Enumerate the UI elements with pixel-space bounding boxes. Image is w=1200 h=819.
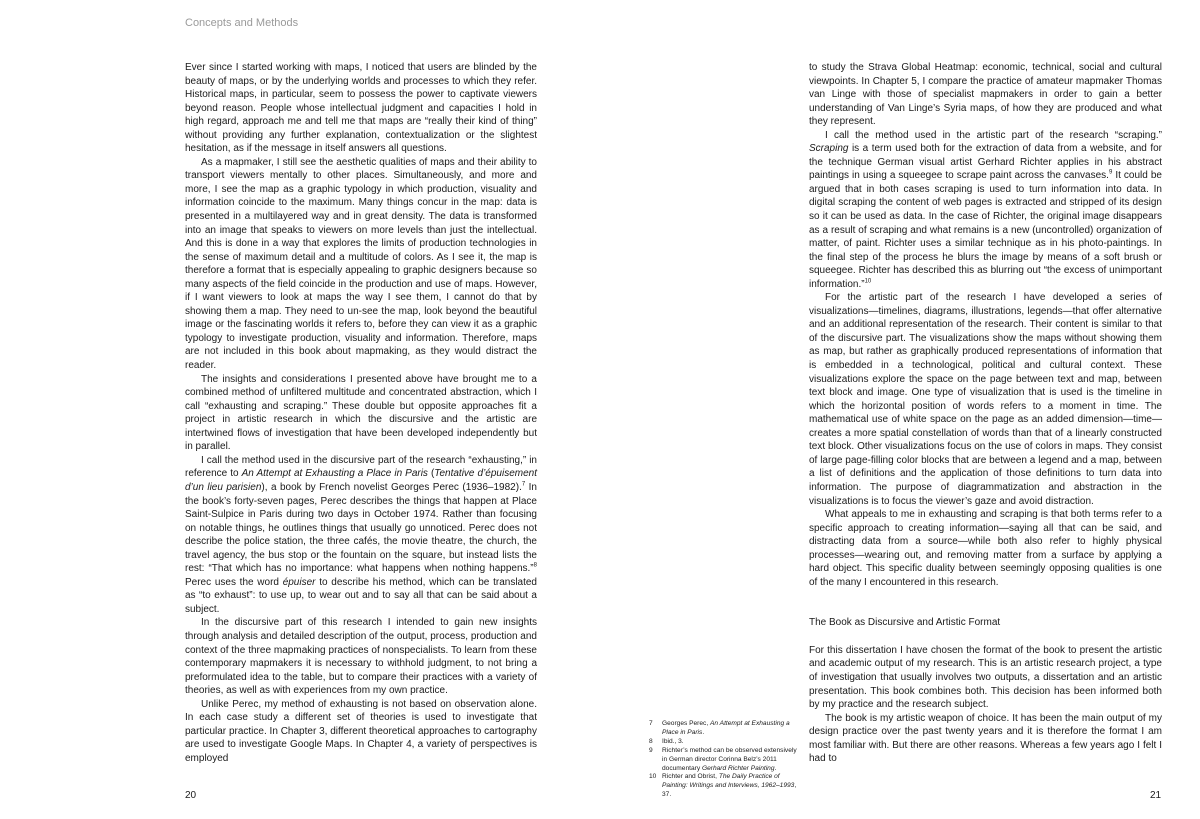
footnote bbox=[649, 720, 801, 738]
footnote-number: 10 bbox=[649, 773, 657, 781]
footnote-number: 9 bbox=[649, 746, 653, 754]
footnote-ref: 7 bbox=[521, 481, 526, 488]
paragraph: The insights and considerations I presented above have brought me to a combined method of unfiltered multitude and concentrated abstraction, which I call “exhausting and scraping.” These double but opposite approaches fit a project in artistic research in which the discursive and the artistic are intertwined flows of investigation that have been developed independently but in parallel. bbox=[185, 373, 537, 453]
text-run: In the book’s forty-seven pages, Perec describes the things that happen at Place Saint-Sulpice in Paris during two days in October 1974. Rather than focusing on notable things, he outlines things that usually go unnoticed. Perec does not describe the police station, the three cafés, the movie theatre, the church, the travel agency, the bus stop or the fountain on the square, but instead lists the rest: “That which has no importance: what happens when nothing happens.” bbox=[185, 481, 537, 575]
paragraph: For this dissertation I have chosen the format of the book to present the artistic and academic output of my research. This is an artistic research project, a type of investigation that usually involves two outputs, a dissertation and an artistic presentation. This book combines both. This decision has been informed both by my practice and the research subject. bbox=[809, 644, 1162, 711]
paragraph: to study the Strava Global Heatmap: economic, technical, social and cultural viewpoints. In Chapter 5, I compare the practice of amateur mapmaker Thomas van Linge with those of specialist mapmakers in order to gain a better understanding of Van Linge’s Syria maps, of how they are produced and what they represent. bbox=[809, 62, 1162, 128]
left-text-column bbox=[185, 61, 537, 765]
text-run: It could be argued that in both cases scraping is used to turn information into data. In digital scraping the content of web pages is extracted and stripped of its design so it can be used as data. In the case of Richter, the original image disappears as a result of scraping and what remains is a new (uncontrolled) organization of matter, of paint. Richter uses a similar technique as in his photo-paintings. In the final step of the process he blurs the image by means of a soft brush or squeegee. Richter has described this as blurring out “the excess of unimportant information.” bbox=[809, 170, 1162, 290]
footnote-text bbox=[662, 747, 801, 774]
running-head: Concepts and Methods bbox=[185, 17, 299, 29]
page-number-right: 21 bbox=[1150, 790, 1162, 801]
footnote-italic: The Daily Practice of Painting: Writings and Interviews, 1962–1993 bbox=[662, 773, 795, 790]
footnote-ref: 10 bbox=[864, 278, 872, 285]
spacer bbox=[809, 589, 1162, 616]
spacer bbox=[809, 630, 1162, 644]
text-run: is a term used both for the extraction of data from a website, and for the technique German visual artist Gerhard Richter applies in his abstract paintings in using a squeegee to scrape paint across the canvases. bbox=[809, 143, 1162, 182]
paragraph: What appeals to me in exhausting and scraping is that both terms refer to a specific approach to creating information—saying all that can be said, and distracting data from a source—while both also refer to highly physical processes—wearing out, and removing matter from a surface by applying a hard object. This specific duality between seemingly opposing qualities is one of the many I encountered in this research. bbox=[809, 509, 1162, 588]
footnote-ref: 9 bbox=[1108, 170, 1113, 177]
paragraph: For the artistic part of the research I have developed a series of visualizations—timelines, diagrams, illustrations, legends—that offer alternative and an additional representation of the research. Their content is similar to that of the discursive part. The visualizations show the maps without showing them as map, but rather as graphically produced representations of information that is embedded in a technological, political and cultural context. These visualizations explore the space on the page between text and map, between text block and image. One type of visualization that is used is the timeline in which the horizontal position of words refers to a moment in time. The mathematical use of white space on the page as an added dimension—time—creates a more spatial constellation of words than that of a linearly constructed text block. Other visualizations focus on the use of colors in maps. They consist of large page-filling color blocks that are between a legend and a map, between a list of definitions and the application of those definitions to turn data into information. The purpose of diagrammatization and abstraction in the visualizations is to focus the viewer’s gaze and avoid distraction. bbox=[809, 292, 1162, 507]
text-run: . bbox=[774, 764, 777, 772]
text-run: , 37. bbox=[662, 782, 797, 799]
footnotes bbox=[649, 720, 801, 800]
text-run: ( bbox=[427, 468, 435, 480]
paragraph: In the discursive part of this research I intended to gain new insights through analysis and detailed description of the output, process, production and context of the three mapmaking practices of nonspecialists. To learn from these contemporary mapmakers it is necessary to withhold judgment, to not bring a preformulated idea to the table, but to compare their practices with a variety of theories, as well as with experiences from my own practice. bbox=[185, 617, 537, 697]
section-heading: The Book as Discursive and Artistic Format bbox=[809, 617, 1001, 629]
paragraph bbox=[185, 454, 537, 617]
footnote-number: 8 bbox=[649, 737, 653, 745]
text-run: . bbox=[702, 728, 705, 736]
text-run: Richter and Obrist, bbox=[662, 773, 719, 781]
footnote-ref: 8 bbox=[533, 562, 537, 569]
footnote-italic: Gerhard Richter Painting bbox=[701, 764, 775, 772]
text-run: Ibid., 3. bbox=[662, 737, 684, 745]
text-run: ), a book by French novelist Georges Perec (1936–1982). bbox=[261, 481, 522, 493]
footnote-text bbox=[662, 738, 801, 747]
text-run: Richter’s method can be observed extensively in German director Corinna Belz’s 2011 documentary bbox=[662, 746, 797, 772]
italic-word: épuiser bbox=[282, 576, 316, 588]
footnote-italic: An Attempt at Exhausting a Place in Paris bbox=[662, 720, 790, 736]
paragraph: The book is my artistic weapon of choice. It has been the main output of my design practice over the past twenty years and it is therefore the format I am most familiar with. But there are other reasons. Whereas a few years ago I felt I had to bbox=[809, 712, 1162, 765]
text-run: Perec uses the word bbox=[185, 576, 283, 588]
page-number-left: 20 bbox=[185, 790, 197, 801]
footnote-number: 7 bbox=[649, 720, 653, 727]
paragraph: Ever since I started working with maps, I noticed that users are blinded by the beauty of maps, or by the underlying worlds and processes to which they refer. Historical maps, in particular, seem to possess the power to captivate viewers beyond reason. People whose intellectual judgment and capacities I hold in high regard, approach me and tell me that maps are “really their kind of thing” without providing any further explanation, contextualization or the slightest hesitation, as if the message in itself answers all questions. bbox=[185, 62, 537, 155]
italic-term: Scraping bbox=[809, 143, 849, 155]
text-run: to describe his method, which can be translated as “to exhaust”: to use up, to wear out and to say all that can be said about a subject. bbox=[185, 576, 537, 615]
paragraph: Unlike Perec, my method of exhausting is not based on observation alone. In each case study a different set of theories is used to investigate that particular practice. In Chapter 3, different theoretical approaches to cartography are used to investigate Google Maps. In Chapter 4, a variety of perspectives is employed bbox=[185, 698, 537, 764]
paragraph: As a mapmaker, I still see the aesthetic qualities of maps and their ability to transport viewers mentally to other places. Simultaneously, and more and more, I see the map as a graphic typology in which production, visuality and information coincide to the maximum. Many things concur in the map: data is presented in a multilayered way and in great density. The data is transformed into an image that speaks to viewers on more levels than just the intellectual. And this is done in a way that explores the limits of production technologies in the sense of maximum detail and a multitude of colors. As I see it, the map is therefore a format that is especially appealing to graphic designers because so many aspects of the field coincide in the production and use of maps. However, if I want viewers to look at maps the way I see them, I cannot do that by showing them a map. They need to un-see the map, look beyond the beautiful image or the fascinating worlds it refers to, before they can view it as a graphic typology to investigate production, visuality and information. Therefore, maps are not included in this book about mapmaking, as they would distract the reader. bbox=[185, 156, 537, 372]
text-run: I call the method used in the artistic part of the research “scraping.” bbox=[825, 129, 1162, 141]
book-title: An Attempt at Exhausting a Place in Paris bbox=[241, 468, 428, 480]
footnote bbox=[649, 738, 801, 747]
text-run: Georges Perec, bbox=[662, 720, 711, 727]
paragraph bbox=[809, 129, 1162, 292]
right-text-column bbox=[809, 61, 1162, 766]
footnote bbox=[649, 773, 801, 800]
footnote-text bbox=[662, 773, 801, 800]
footnote bbox=[649, 747, 801, 774]
text-run: I call the method used in the discursive part of the research “exhausting,” in reference to bbox=[185, 454, 537, 480]
book-title-french: Tentative d’épuisement d’un lieu parisien bbox=[185, 468, 537, 493]
footnote-text bbox=[662, 720, 801, 738]
